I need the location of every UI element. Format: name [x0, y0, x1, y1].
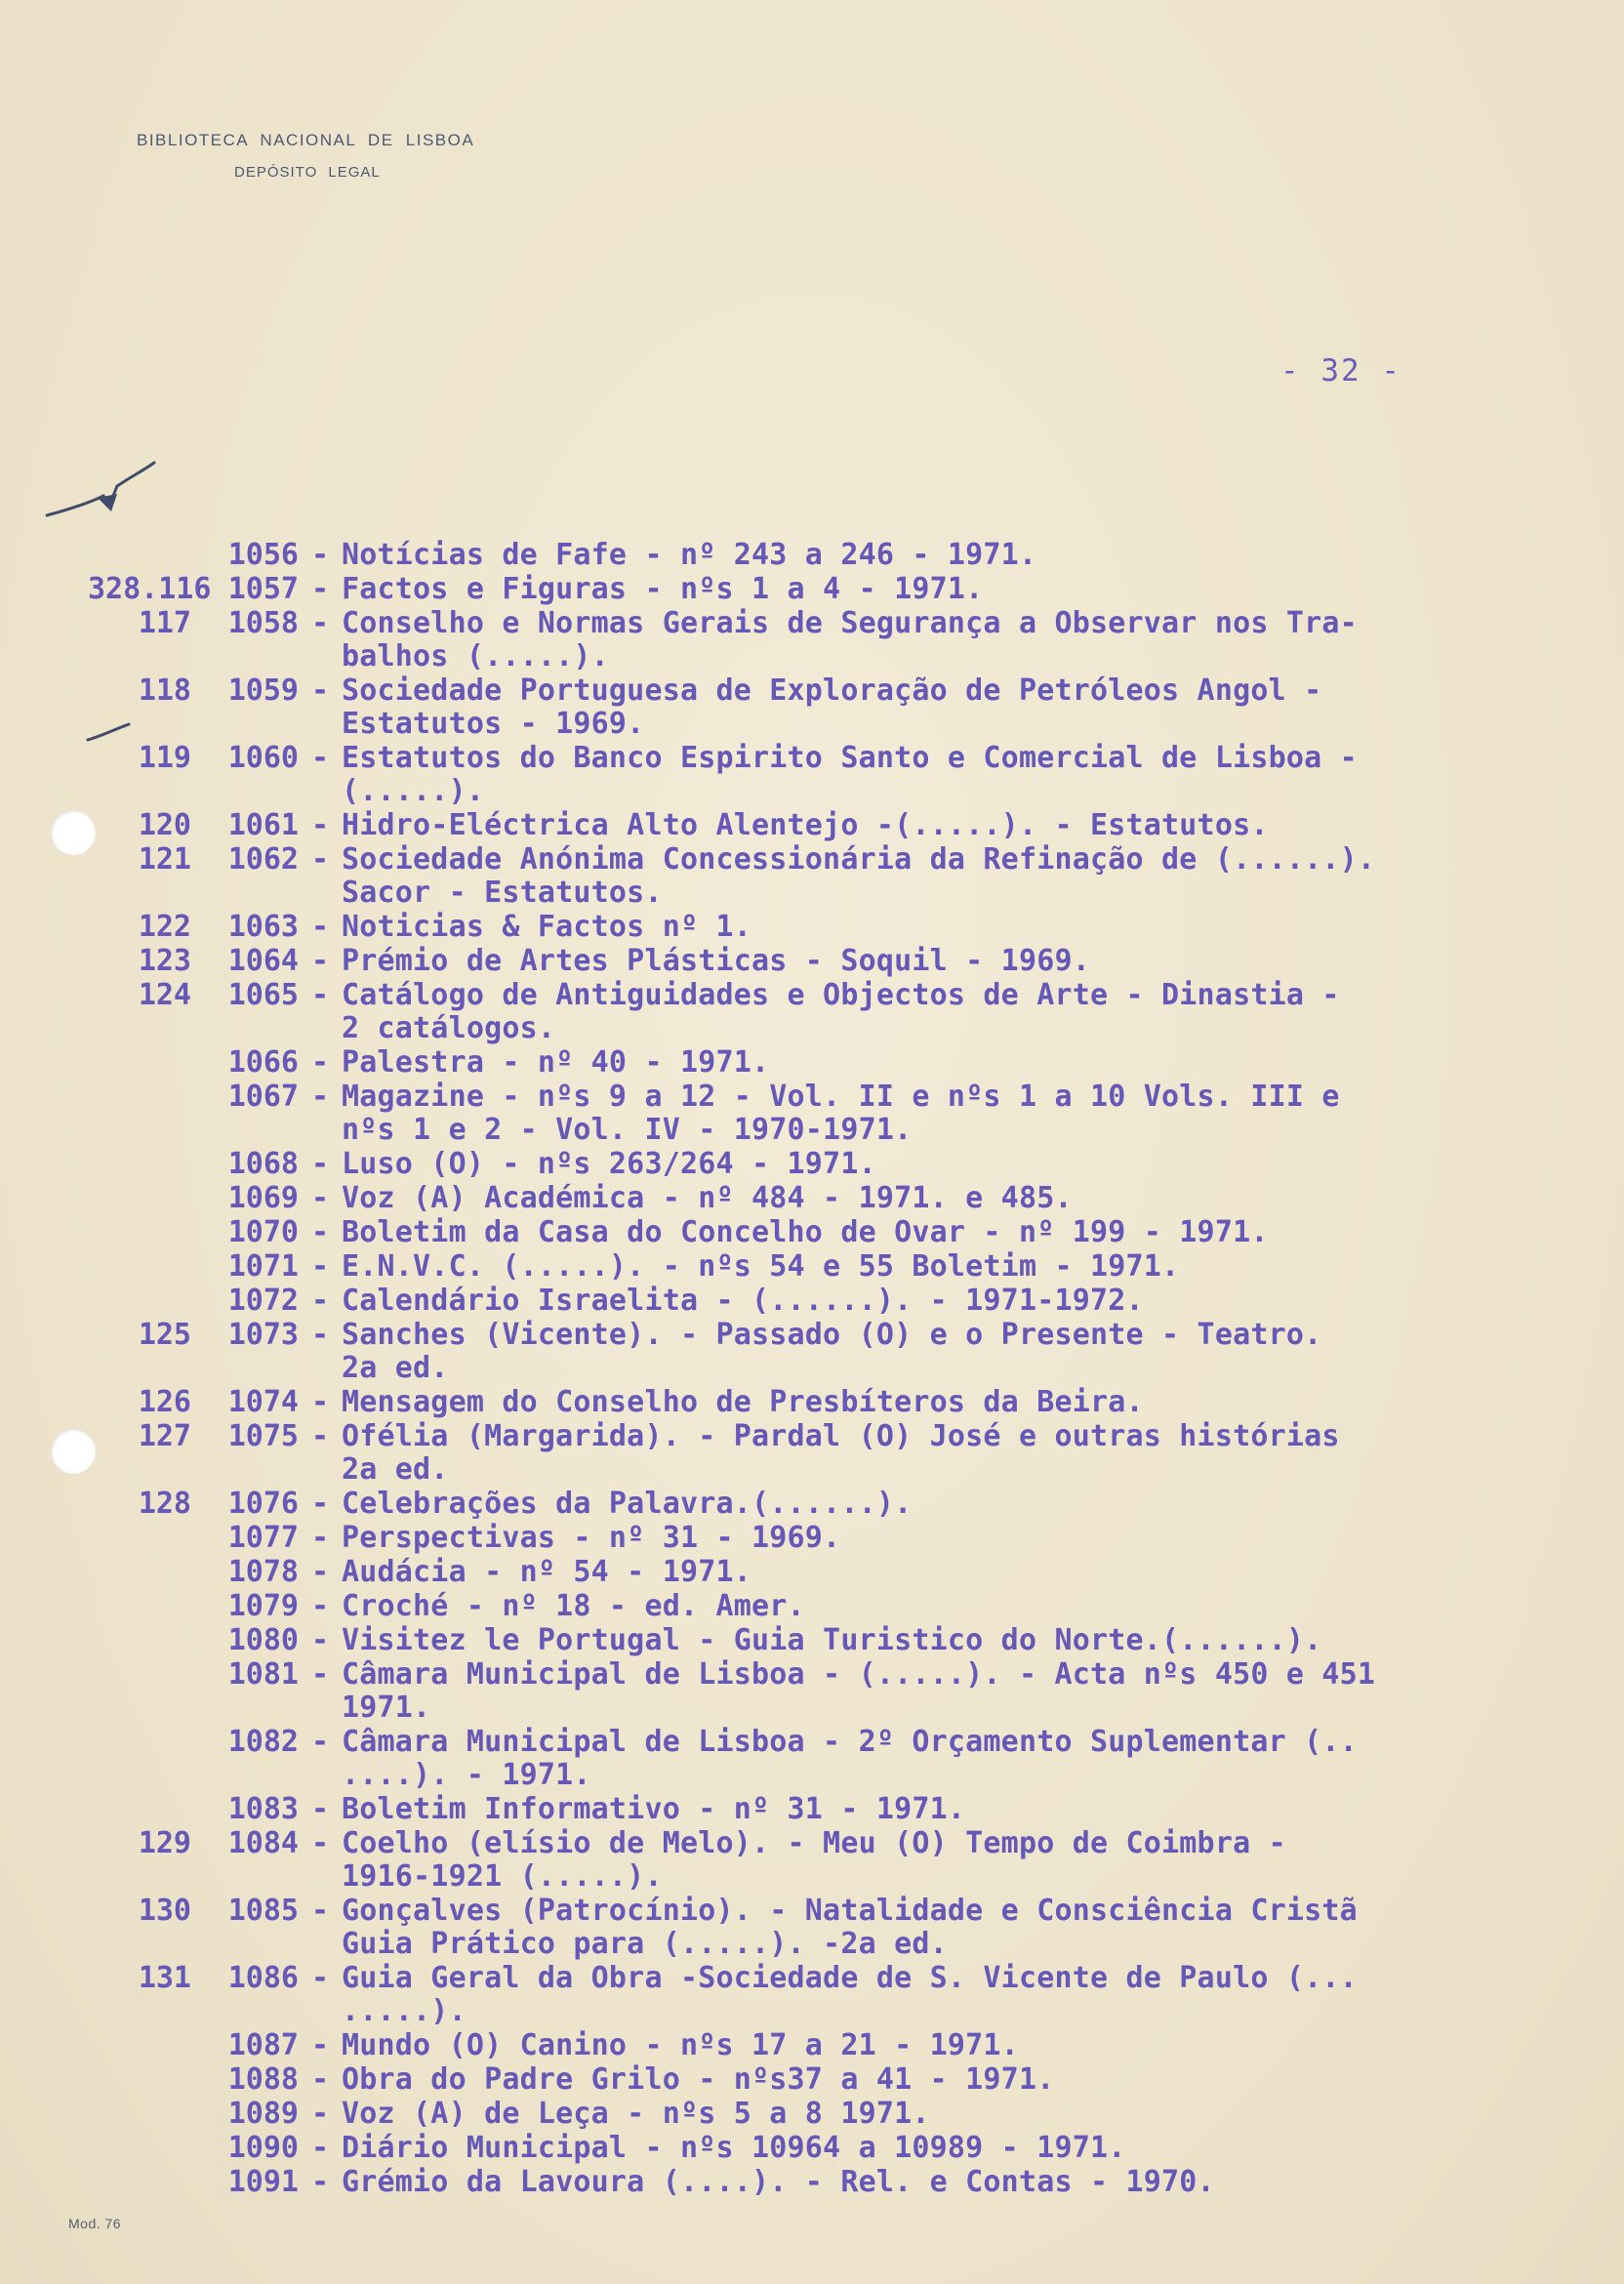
list-item [88, 1555, 1571, 1589]
entry-title: Estatutos - 1969. [342, 707, 645, 741]
separator-dash: - [310, 2131, 330, 2165]
separator-dash: - [310, 1487, 330, 1521]
separator-dash: - [310, 2062, 330, 2097]
entry-number: 1076 [227, 1487, 299, 1521]
entry-number: 1073 [227, 1318, 299, 1352]
entry-number: 1065 [227, 978, 299, 1012]
separator-dash: - [310, 1725, 330, 1759]
entry-number: 1084 [227, 1826, 299, 1860]
entry-number: 1063 [227, 910, 299, 944]
list-item [88, 1351, 1571, 1385]
list-item [88, 1113, 1571, 1147]
classification-number: 121 [138, 842, 191, 877]
entry-title: Ofélia (Margarida). - Pardal (O) José e outras histórias [342, 1419, 1340, 1453]
entry-number: 1080 [227, 1623, 299, 1657]
list-item [88, 572, 1571, 606]
entry-number: 1068 [227, 1147, 299, 1181]
list-item [88, 2097, 1571, 2131]
entry-title: Audácia - nº 54 - 1971. [342, 1555, 752, 1589]
list-item [88, 1758, 1571, 1792]
list-item [88, 1826, 1571, 1860]
entry-title: Guia Prático para (.....). -2a ed. [342, 1927, 948, 1961]
list-item [88, 1181, 1571, 1215]
list-item [88, 1691, 1571, 1725]
separator-dash: - [310, 1080, 330, 1114]
entry-title: Sacor - Estatutos. [342, 876, 663, 910]
entry-number: 1062 [227, 842, 299, 877]
classification-number: 120 [138, 808, 191, 842]
entry-number: 1082 [227, 1725, 299, 1759]
separator-dash: - [310, 2097, 330, 2131]
classification-number: 126 [138, 1385, 191, 1419]
list-item [88, 1961, 1571, 1995]
list-item [88, 1215, 1571, 1249]
separator-dash: - [310, 2028, 330, 2062]
entry-title: Guia Geral da Obra -Sociedade de S. Vicente de Paulo (... [342, 1961, 1358, 1995]
letterhead-subtitle: DEPÓSITO LEGAL [234, 164, 381, 181]
separator-dash: - [310, 1385, 330, 1419]
list-item [88, 1859, 1571, 1894]
entry-title: Hidro-Eléctrica Alto Alentejo -(.....). - Estatutos. [342, 808, 1269, 842]
entry-number: 1089 [227, 2097, 299, 2131]
separator-dash: - [310, 1657, 330, 1692]
separator-dash: - [310, 1045, 330, 1080]
entry-number: 1074 [227, 1385, 299, 1419]
separator-dash: - [310, 978, 330, 1012]
list-item [88, 1894, 1571, 1928]
entry-number: 1071 [227, 1249, 299, 1284]
entry-number: 1064 [227, 944, 299, 978]
classification-number: 118 [138, 673, 191, 708]
entry-title: Celebrações da Palavra.(......). [342, 1487, 913, 1521]
list-item [88, 876, 1571, 910]
classification-number: 125 [138, 1318, 191, 1352]
entry-number: 1081 [227, 1657, 299, 1692]
separator-dash: - [310, 1792, 330, 1826]
list-item [88, 2028, 1571, 2062]
page-number: - 32 - [1280, 353, 1401, 388]
classification-number: 122 [138, 910, 191, 944]
list-item [88, 673, 1571, 708]
list-item [88, 1487, 1571, 1521]
entry-title: Sociedade Portuguesa de Exploração de Petróleos Angol - [342, 673, 1322, 708]
separator-dash: - [310, 1249, 330, 1284]
entry-title: balhos (.....). [342, 639, 609, 673]
separator-dash: - [310, 1147, 330, 1181]
entry-title: 2a ed. [342, 1351, 449, 1385]
list-item [88, 1147, 1571, 1181]
separator-dash: - [310, 1419, 330, 1453]
classification-number: 130 [138, 1894, 191, 1928]
entry-title: Estatutos do Banco Espirito Santo e Comercial de Lisboa - [342, 741, 1358, 775]
entry-title: Mensagem do Conselho de Presbíteros da Beira. [342, 1385, 1144, 1419]
list-item [88, 2131, 1571, 2165]
entry-title: Voz (A) Académica - nº 484 - 1971. e 485. [342, 1181, 1073, 1215]
classification-number: 131 [138, 1961, 191, 1995]
list-item [88, 1521, 1571, 1555]
separator-dash: - [310, 842, 330, 877]
entry-title: .....). [342, 1994, 467, 2028]
entry-number: 1059 [227, 673, 299, 708]
entry-title: Factos e Figuras - nºs 1 a 4 - 1971. [342, 572, 984, 606]
entry-title: Palestra - nº 40 - 1971. [342, 1045, 770, 1080]
letterhead-title: BIBLIOTECA NACIONAL DE LISBOA [137, 131, 475, 149]
entry-title: Noticias & Factos nº 1. [342, 910, 752, 944]
separator-dash: - [310, 572, 330, 606]
list-item [88, 2062, 1571, 2097]
list-item [88, 538, 1571, 572]
classification-number: 117 [138, 606, 191, 640]
separator-dash: - [310, 1215, 330, 1249]
entry-title: Diário Municipal - nºs 10964 a 10989 - 1971. [342, 2131, 1126, 2165]
separator-dash: - [310, 910, 330, 944]
entry-number: 1057 [227, 572, 299, 606]
classification-number: 328.116 [88, 572, 212, 606]
entry-title: Obra do Padre Grilo - nºs37 a 41 - 1971. [342, 2062, 1055, 2097]
entry-title: ....). - 1971. [342, 1758, 591, 1792]
entry-number: 1090 [227, 2131, 299, 2165]
entry-title: nºs 1 e 2 - Vol. IV - 1970-1971. [342, 1113, 913, 1147]
entry-title: E.N.V.C. (.....). - nºs 54 e 55 Boletim - 1971. [342, 1249, 1180, 1284]
classification-number: 129 [138, 1826, 191, 1860]
classification-number: 119 [138, 741, 191, 775]
entry-number: 1085 [227, 1894, 299, 1928]
entry-title: 1916-1921 (.....). [342, 1859, 663, 1894]
entry-title: Câmara Municipal de Lisboa - 2º Orçamento Suplementar (.. [342, 1725, 1358, 1759]
separator-dash: - [310, 538, 330, 572]
list-item [88, 910, 1571, 944]
pencil-check-mark-icon [39, 457, 156, 525]
separator-dash: - [310, 1318, 330, 1352]
list-item [88, 2165, 1571, 2199]
entry-title: Notícias de Fafe - nº 243 a 246 - 1971. [342, 538, 1037, 572]
separator-dash: - [310, 1961, 330, 1995]
entry-number: 1088 [227, 2062, 299, 2097]
entry-number: 1078 [227, 1555, 299, 1589]
entry-title: 2 catálogos. [342, 1011, 556, 1045]
list-item [88, 639, 1571, 673]
separator-dash: - [310, 1181, 330, 1215]
list-item [88, 808, 1571, 842]
entry-number: 1067 [227, 1080, 299, 1114]
entry-title: Perspectivas - nº 31 - 1969. [342, 1521, 841, 1555]
list-item [88, 774, 1571, 808]
separator-dash: - [310, 741, 330, 775]
classification-number: 124 [138, 978, 191, 1012]
entry-number: 1077 [227, 1521, 299, 1555]
list-item [88, 1927, 1571, 1961]
list-item [88, 1725, 1571, 1759]
separator-dash: - [310, 1623, 330, 1657]
entry-title: 2a ed. [342, 1452, 449, 1487]
entry-title: Sociedade Anónima Concessionária da Refinação de (......). [342, 842, 1376, 877]
entry-title: Mundo (O) Canino - nºs 17 a 21 - 1971. [342, 2028, 1019, 2062]
entry-number: 1066 [227, 1045, 299, 1080]
entry-number: 1086 [227, 1961, 299, 1995]
classification-number: 123 [138, 944, 191, 978]
separator-dash: - [310, 1284, 330, 1318]
list-item [88, 1045, 1571, 1080]
entry-title: Prémio de Artes Plásticas - Soquil - 1969. [342, 944, 1090, 978]
list-item [88, 944, 1571, 978]
list-item [88, 1792, 1571, 1826]
list-item [88, 1080, 1571, 1114]
list-item [88, 1994, 1571, 2028]
separator-dash: - [310, 1555, 330, 1589]
entry-title: Luso (O) - nºs 263/264 - 1971. [342, 1147, 876, 1181]
entry-number: 1056 [227, 538, 299, 572]
list-item [88, 707, 1571, 741]
entry-title: Croché - nº 18 - ed. Amer. [342, 1589, 805, 1623]
entry-number: 1069 [227, 1181, 299, 1215]
list-item [88, 1318, 1571, 1352]
entry-title: Catálogo de Antiguidades e Objectos de Arte - Dinastia - [342, 978, 1340, 1012]
list-item [88, 842, 1571, 877]
entry-title: Calendário Israelita - (......). - 1971-1972. [342, 1284, 1144, 1318]
separator-dash: - [310, 2165, 330, 2199]
list-item [88, 741, 1571, 775]
separator-dash: - [310, 1589, 330, 1623]
entry-title: Coelho (elísio de Melo). - Meu (O) Tempo de Coimbra - [342, 1826, 1286, 1860]
entry-title: Visitez le Portugal - Guia Turistico do Norte.(......). [342, 1623, 1322, 1657]
entry-number: 1087 [227, 2028, 299, 2062]
list-item [88, 1657, 1571, 1692]
entry-number: 1079 [227, 1589, 299, 1623]
entry-list [88, 538, 1571, 2199]
classification-number: 128 [138, 1487, 191, 1521]
separator-dash: - [310, 606, 330, 640]
entry-title: 1971. [342, 1691, 431, 1725]
entry-number: 1058 [227, 606, 299, 640]
letterhead [137, 131, 474, 181]
entry-number: 1083 [227, 1792, 299, 1826]
separator-dash: - [310, 673, 330, 708]
list-item [88, 1385, 1571, 1419]
separator-dash: - [310, 1521, 330, 1555]
entry-number: 1075 [227, 1419, 299, 1453]
form-model-label: Mod. 76 [68, 2216, 122, 2231]
entry-title: Magazine - nºs 9 a 12 - Vol. II e nºs 1 a 10 Vols. III e [342, 1080, 1340, 1114]
list-item [88, 606, 1571, 640]
entry-title: Conselho e Normas Gerais de Segurança a Observar nos Tra- [342, 606, 1358, 640]
list-item [88, 1249, 1571, 1284]
entry-number: 1061 [227, 808, 299, 842]
entry-title: (.....). [342, 774, 485, 808]
separator-dash: - [310, 1826, 330, 1860]
list-item [88, 978, 1571, 1012]
entry-title: Grémio da Lavoura (....). - Rel. e Contas - 1970. [342, 2165, 1215, 2199]
classification-number: 127 [138, 1419, 191, 1453]
list-item [88, 1419, 1571, 1453]
entry-number: 1060 [227, 741, 299, 775]
separator-dash: - [310, 944, 330, 978]
separator-dash: - [310, 1894, 330, 1928]
separator-dash: - [310, 808, 330, 842]
entry-title: Boletim Informativo - nº 31 - 1971. [342, 1792, 966, 1826]
list-item [88, 1011, 1571, 1045]
entry-number: 1072 [227, 1284, 299, 1318]
entry-title: Câmara Municipal de Lisboa - (.....). - Acta nºs 450 e 451 [342, 1657, 1376, 1692]
entry-title: Sanches (Vicente). - Passado (O) e o Presente - Teatro. [342, 1318, 1322, 1352]
list-item [88, 1623, 1571, 1657]
list-item [88, 1589, 1571, 1623]
entry-title: Gonçalves (Patrocínio). - Natalidade e Consciência Cristã [342, 1894, 1358, 1928]
entry-title: Voz (A) de Leça - nºs 5 a 8 1971. [342, 2097, 930, 2131]
entry-number: 1091 [227, 2165, 299, 2199]
list-item [88, 1284, 1571, 1318]
list-item [88, 1452, 1571, 1487]
entry-title: Boletim da Casa do Concelho de Ovar - nº 199 - 1971. [342, 1215, 1269, 1249]
entry-number: 1070 [227, 1215, 299, 1249]
